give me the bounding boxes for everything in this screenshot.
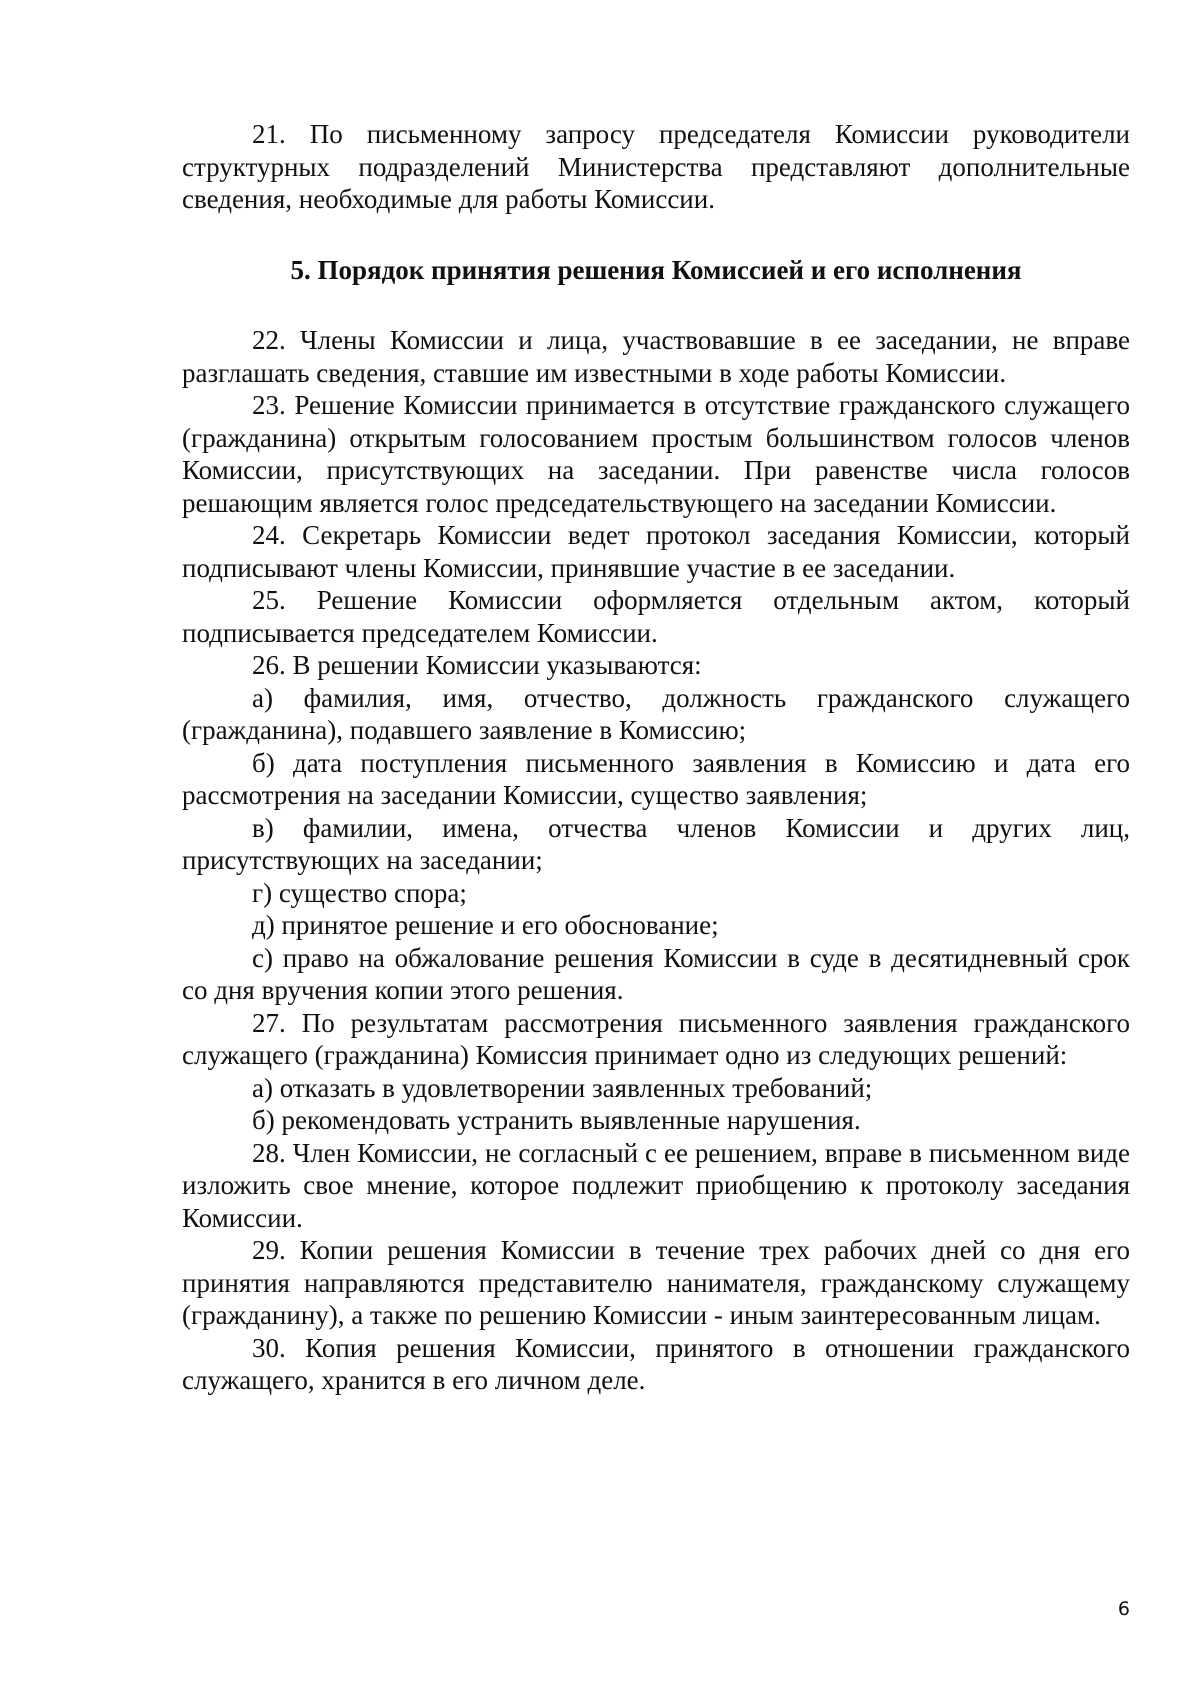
paragraph-24: 24. Секретарь Комиссии ведет протокол заседания Комиссии, который подписывают члены Комиссии, принявшие участие в ее заседании. [182,520,1130,583]
paragraph-23: 23. Решение Комиссии принимается в отсутствие гражданского служащего (гражданина) открытым голосованием простым большинством голосов членов Комиссии, присутствующих на заседании. При равенстве числа голосов решающим является голос председательствующего на заседании Комиссии. [182,390,1130,518]
list-item-26-s: с) право на обжалование решения Комиссии в суде в десятидневный срок со дня вручения копии этого решения. [182,942,1130,1005]
list-item-26-a: а) фамилия, имя, отчество, должность гражданского служащего (гражданина), подавшего заявление в Комиссию; [182,682,1130,745]
list-item-26-b: б) дата поступления письменного заявления в Комиссию и дата его рассмотрения на заседании Комиссии, существо заявления; [182,747,1130,810]
paragraph-30: 30. Копия решения Комиссии, принятого в отношении гражданского служащего, хранится в его личном деле. [182,1332,1130,1395]
section-heading: 5. Порядок принятия решения Комиссией и его исполнения [290,254,1022,285]
paragraph-29: 29. Копии решения Комиссии в течение трех рабочих дней со дня его принятия направляются представителю нанимателя, гражданскому служащему (гражданину), а также по решению Комиссии - иным заинтересованным лицам. [182,1235,1130,1330]
paragraph-26: 26. В решении Комиссии указываются: [252,650,702,680]
paragraph-27: 27. По результатам рассмотрения письменного заявления гражданского служащего (гражданина) Комиссия принимает одно из следующих решений: [182,1007,1130,1070]
paragraph-22: 22. Члены Комиссии и лица, участвовавшие в ее заседании, не вправе разглашать сведения, ставшие им известными в ходе работы Комиссии. [182,325,1130,388]
list-item-26-d: д) принятое решение и его обоснование; [252,910,719,940]
list-item-27-a: а) отказать в удовлетворении заявленных требований; [252,1072,873,1103]
paragraph-25: 25. Решение Комиссии оформляется отдельным актом, который подписывается председателем Комиссии. [182,585,1130,648]
paragraph-28: 28. Член Комиссии, не согласный с ее решением, вправе в письменном виде изложить свое мнение, которое подлежит приобщению к протоколу заседания Комиссии. [182,1137,1130,1233]
paragraph-21: 21. По письменному запросу председателя Комиссии руководители структурных подразделений Министерства представляют дополнительные сведения, необходимые для работы Комиссии. [182,119,1130,214]
list-item-26-v: в) фамилии, имена, отчества членов Комиссии и других лиц, присутствующих на заседании; [182,812,1130,875]
page-number: 6 [1117,1598,1130,1620]
list-item-27-b: б) рекомендовать устранить выявленные нарушения. [252,1105,861,1135]
list-item-26-g: г) существо спора; [252,877,467,908]
document-body [182,118,1130,1397]
